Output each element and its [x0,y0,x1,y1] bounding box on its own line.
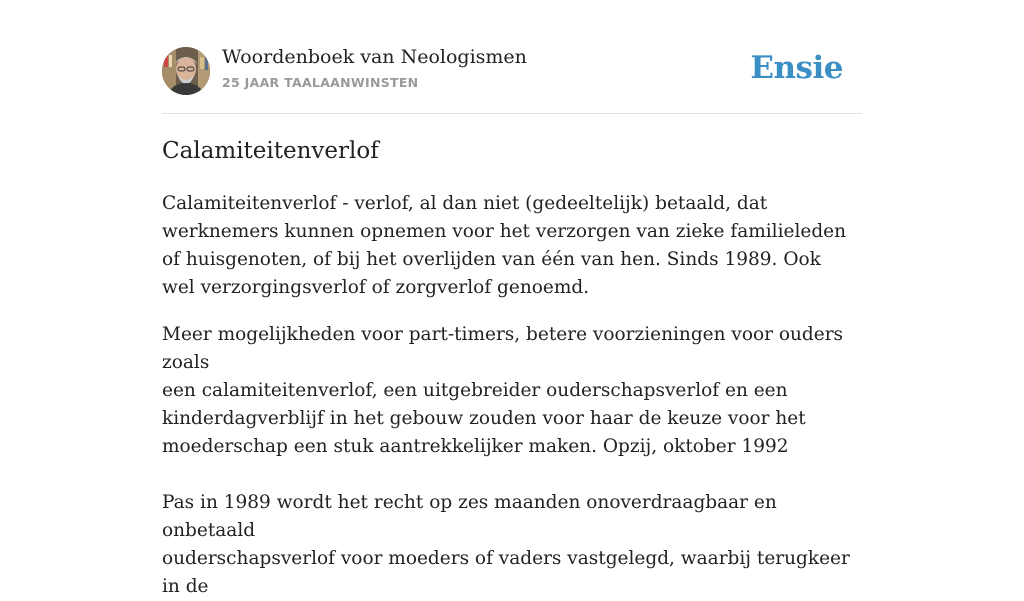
quote-line: moederschap een stuk aantrekkelijker maken. Opzij, oktober 1992 [162,436,789,457]
quote-paragraph [162,489,852,601]
paragraph-spacer [162,461,852,489]
avatar[interactable] [162,47,210,95]
quote-line: Pas in 1989 wordt het recht op zes maanden onoverdraagbaar en onbetaald [162,492,777,541]
entry-content [162,190,852,601]
quote-line: ouderschapsverlof voor moeders of vaders vastgelegd, waarbij terugkeer in de [162,548,850,597]
definition-text: Calamiteitenverlof - verlof, al dan niet (gedeeltelijk) betaald, dat werknemers kunnen opnemen voor het verzorgen van zieke familieleden of huisgenoten, of bij het overlijden van één van hen. Sinds 1989. Ook wel verzorgingsverlof of zorgverlof genoemd. [162,193,847,298]
quote-line: kinderdagverblijf in het gebouw zouden voor haar de keuze voor het [162,408,806,429]
quote-line: Meer mogelijkheden voor part-timers, betere voorzieningen voor ouders zoals [162,324,844,373]
source-header [162,0,862,114]
portrait-photo-icon [162,47,210,95]
entry-page [162,0,862,597]
quote-line: een calamiteitenverlof, een uitgebreider ouderschapsverlof en een [162,380,788,401]
source-subtitle: 25 JAAR TAALAANWINSTEN [222,75,419,90]
source-title[interactable]: Woordenboek van Neologismen [222,46,527,68]
ensie-logo-link[interactable]: Ensie [750,50,843,86]
quote-paragraph [162,321,852,461]
page-title: Calamiteitenverlof [162,138,379,164]
